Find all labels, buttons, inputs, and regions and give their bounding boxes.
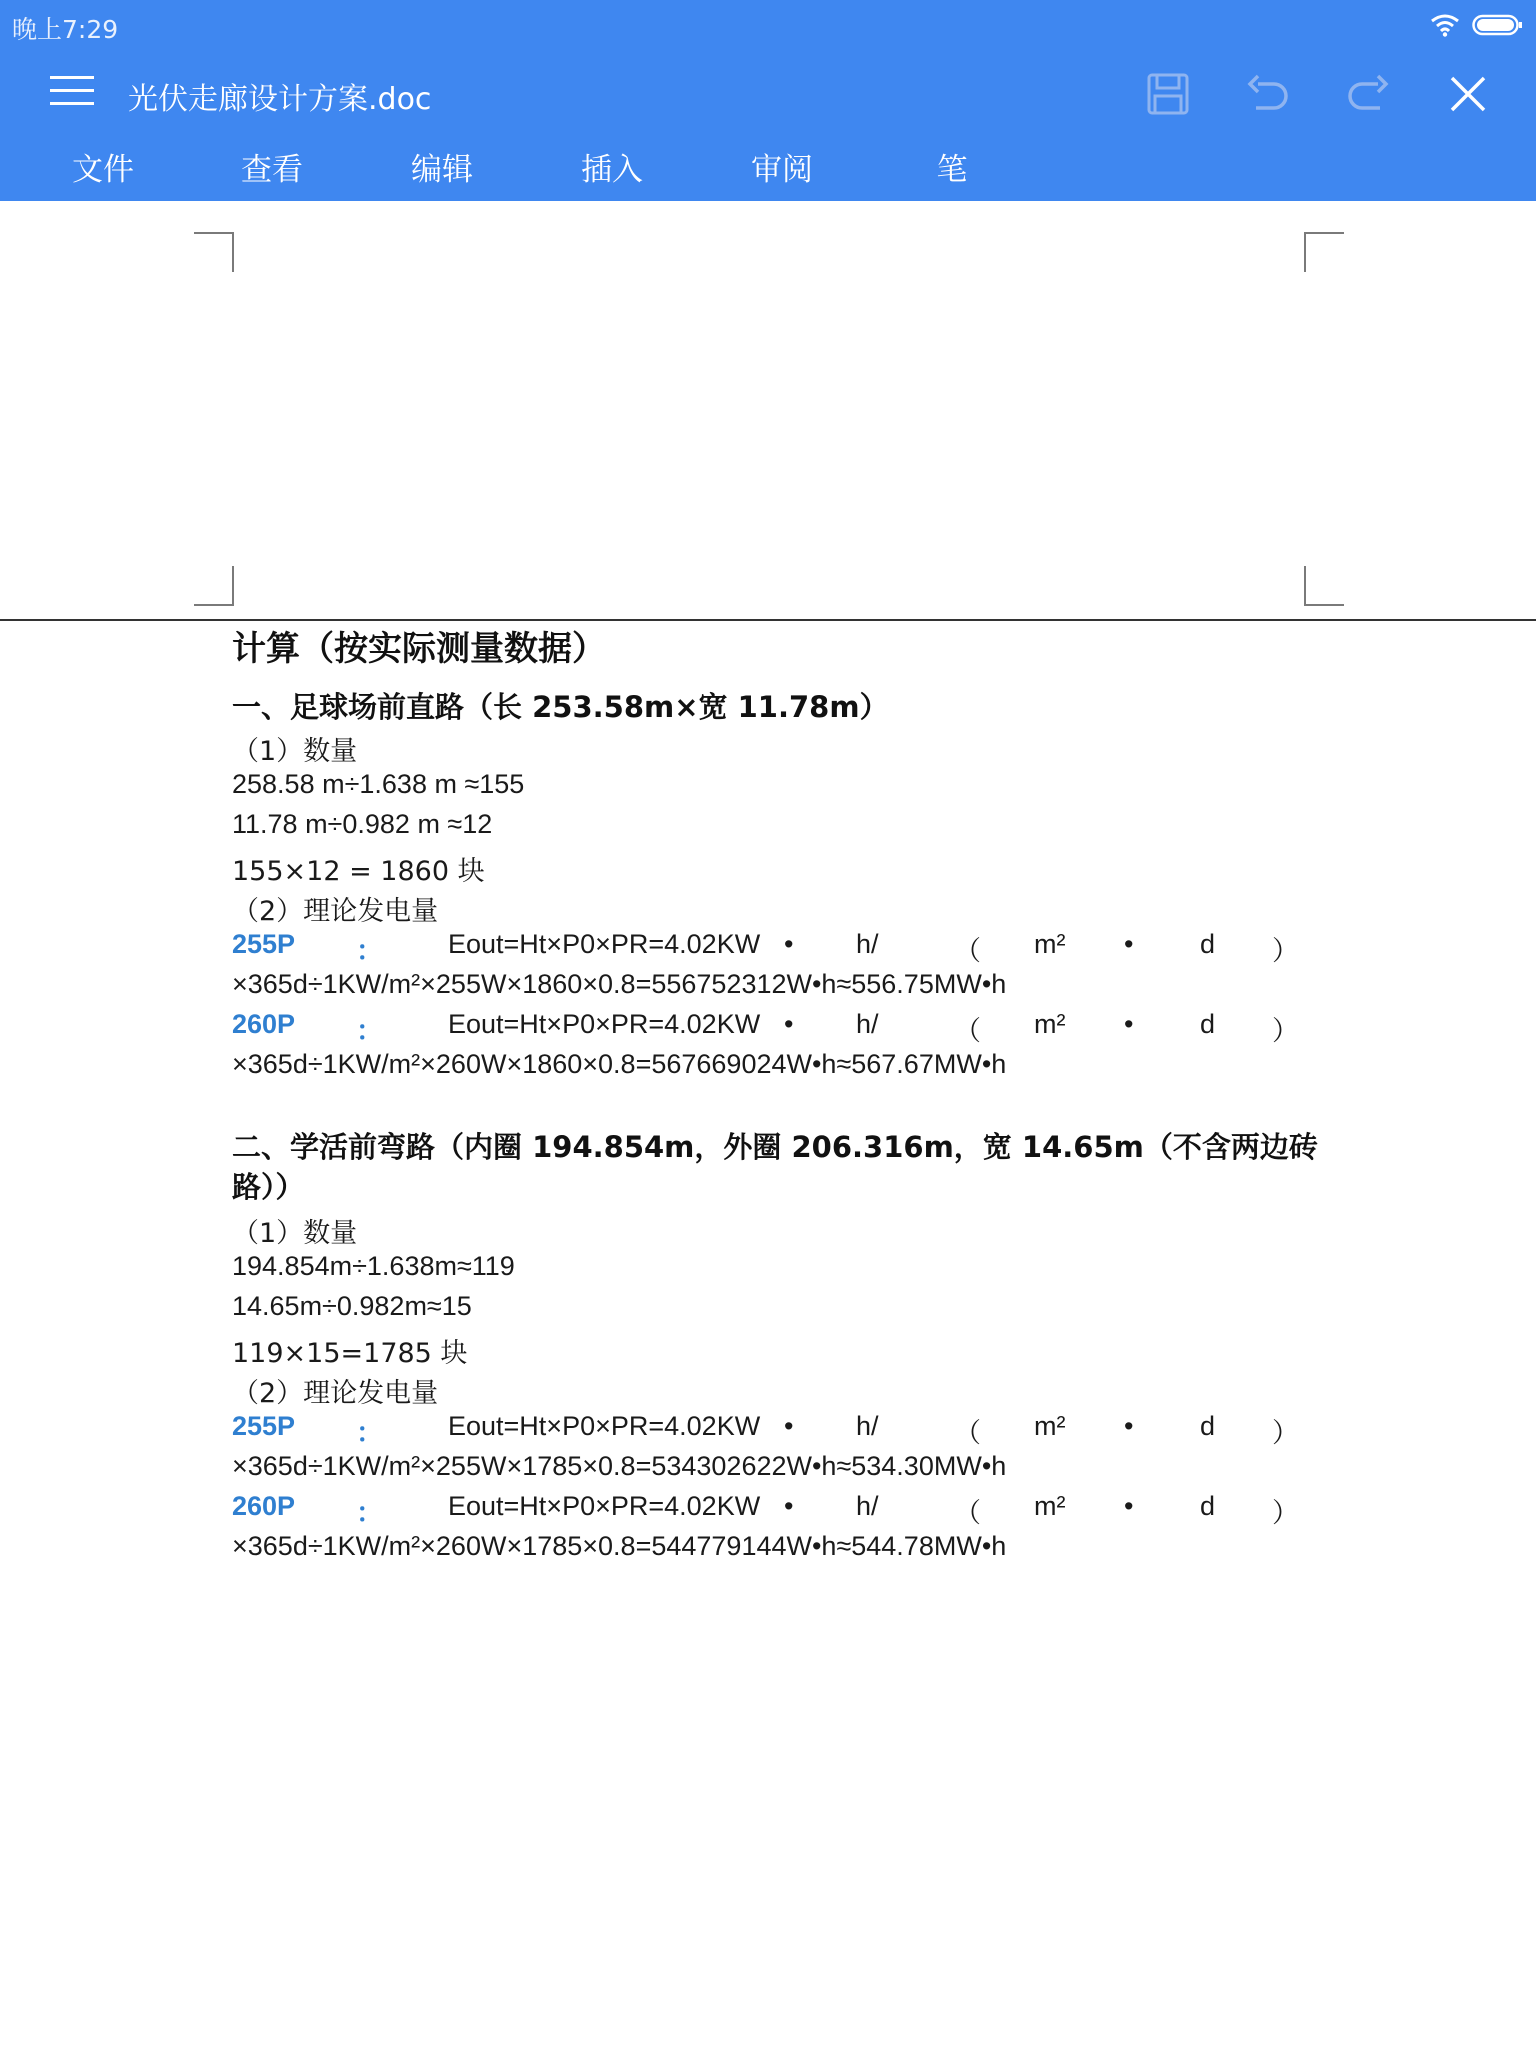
wifi-icon [1430,13,1460,37]
formula-token: • [1124,1491,1134,1521]
panel-label: 255P [232,929,296,959]
formula-token: • [784,1009,794,1039]
formula-colon: ： [356,936,383,966]
formula-result: ×365d÷1KW/m²×255W×1785×0.8=534302622W•h≈534.30MW•h [232,1451,1007,1481]
section-1-qty-line: 258.58 m÷1.638 m ≈155 [232,769,525,799]
formula-token: m² [1034,1411,1066,1441]
status-icons [1430,10,1524,40]
formula-token: • [784,1491,794,1521]
formula-result: ×365d÷1KW/m²×260W×1860×0.8=567669024W•h≈567.67MW•h [232,1049,1007,1079]
close-icon [1448,74,1488,114]
formula-expr: Eout=Ht×P0×PR=4.02KW [448,1411,761,1441]
page-break-line [0,619,1536,621]
formula-token: d [1200,929,1216,959]
app-bar [0,0,1536,201]
section-2-power-label: （2）理论发电量 [232,1378,439,1409]
save-button[interactable] [1140,66,1196,122]
formula-row [232,1411,1299,1451]
formula-colon: ： [356,1016,383,1046]
formula-token: • [784,929,794,959]
document-area[interactable] [0,201,1536,2048]
page-corner-mark [1304,232,1344,272]
formula-result: ×365d÷1KW/m²×260W×1785×0.8=544779144W•h≈544.78MW•h [232,1531,1007,1561]
formula-token: • [1124,1411,1134,1441]
undo-icon [1244,72,1292,116]
formula-token: m² [1034,929,1066,959]
document-title: 光伏走廊设计方案.doc [128,82,432,117]
formula-token: h/ [856,1411,879,1441]
redo-icon [1344,72,1392,116]
formula-row [232,929,1299,969]
title-row [0,56,1536,128]
panel-label: 255P [232,1411,296,1441]
undo-button[interactable] [1240,66,1296,122]
section-1-qty-label: （1）数量 [232,736,358,767]
formula-token: ） [1272,936,1299,966]
formula-token: m² [1034,1491,1066,1521]
formula-token: d [1200,1009,1216,1039]
page-corner-mark [194,232,234,272]
formula-token: • [784,1411,794,1441]
save-icon [1146,72,1190,116]
section-2-qty-line: 119×15=1785 块 [232,1338,468,1369]
section-1-power-label: （2）理论发电量 [232,896,439,927]
section-2-qty-label: （1）数量 [232,1218,358,1249]
formula-token: d [1200,1411,1216,1441]
formula-token: d [1200,1491,1216,1521]
section-2-heading-cont: 路）） [232,1170,305,1204]
tab-edit[interactable]: 编辑 [411,151,473,188]
formula-expr: Eout=Ht×P0×PR=4.02KW [448,929,761,959]
formula-token: （ [954,1016,981,1046]
section-2-qty-line: 194.854m÷1.638m≈119 [232,1251,515,1281]
redo-button[interactable] [1340,66,1396,122]
hamburger-menu-icon [44,70,100,114]
tab-insert[interactable]: 插入 [581,151,643,188]
status-time: 晚上7:29 [12,15,119,44]
page-corner-mark [1304,566,1344,606]
menu-tabs [0,138,1536,194]
formula-token: ） [1272,1418,1299,1448]
formula-token: （ [954,936,981,966]
formula-row [232,1491,1299,1531]
panel-label: 260P [232,1491,296,1521]
formula-row [232,1009,1299,1049]
formula-token: （ [954,1498,981,1528]
formula-token: h/ [856,929,879,959]
formula-token: m² [1034,1009,1066,1039]
section-1-qty-line: 155×12 = 1860 块 [232,856,485,887]
formula-token: • [1124,1009,1134,1039]
section-2-heading: 二、学活前弯路（内圈 194.854m，外圈 206.316m，宽 14.65m（不含两边砖 [232,1130,1318,1164]
section-2-qty-line: 14.65m÷0.982m≈15 [232,1291,472,1321]
doc-title: 计算（按实际测量数据） [232,629,606,669]
close-button[interactable] [1440,66,1496,122]
tab-review[interactable]: 审阅 [751,151,813,188]
menu-button[interactable] [44,70,100,114]
tab-file[interactable]: 文件 [72,151,134,188]
tab-view[interactable]: 查看 [241,151,303,188]
formula-token: h/ [856,1491,879,1521]
formula-token: h/ [856,1009,879,1039]
formula-token: • [1124,929,1134,959]
section-1-qty-line: 11.78 m÷0.982 m ≈12 [232,809,493,839]
formula-colon: ： [356,1498,383,1528]
formula-token: ） [1272,1016,1299,1046]
page-corner-mark [194,566,234,606]
formula-token: ） [1272,1498,1299,1528]
formula-result: ×365d÷1KW/m²×255W×1860×0.8=556752312W•h≈556.75MW•h [232,969,1007,999]
formula-expr: Eout=Ht×P0×PR=4.02KW [448,1491,761,1521]
tab-pen[interactable]: 笔 [936,151,968,188]
battery-icon [1472,14,1524,36]
formula-colon: ： [356,1418,383,1448]
panel-label: 260P [232,1009,296,1039]
formula-token: （ [954,1418,981,1448]
formula-expr: Eout=Ht×P0×PR=4.02KW [448,1009,761,1039]
section-1-heading: 一、足球场前直路（长 253.58m×宽 11.78m） [232,690,889,724]
